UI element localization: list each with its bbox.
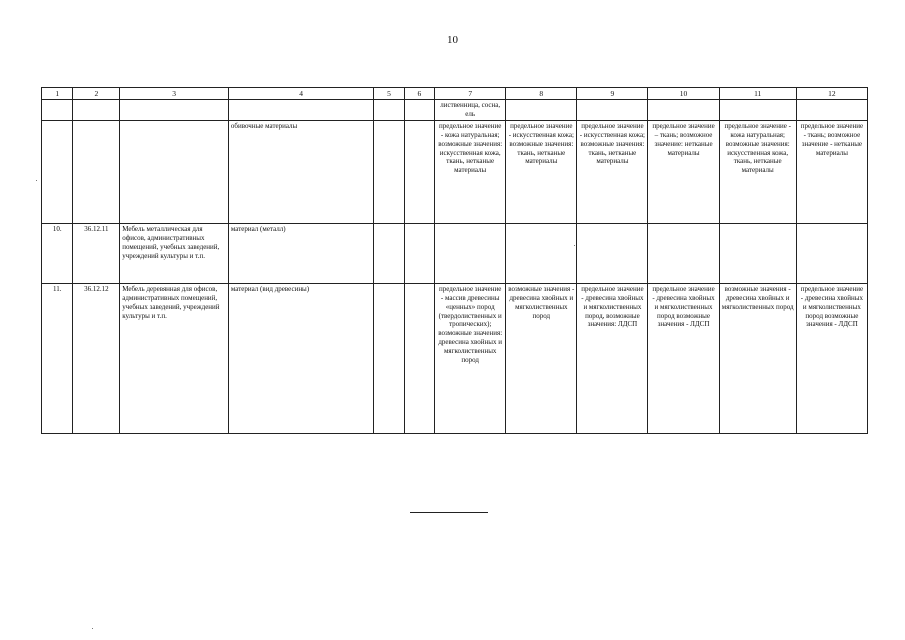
table-row xyxy=(42,223,868,283)
column-number: 7 xyxy=(435,88,506,100)
table-cell xyxy=(374,120,404,223)
table-cell xyxy=(73,100,120,121)
table-cell xyxy=(435,223,506,283)
okpd-code: 36.12.11 xyxy=(73,223,120,283)
scan-speck xyxy=(92,628,93,629)
characteristic: материал (металл) xyxy=(228,223,373,283)
column-number: 6 xyxy=(404,88,434,100)
table-cell xyxy=(120,100,229,121)
column-number: 3 xyxy=(120,88,229,100)
product-name: Мебель деревянная для офисов, административных помещений, учебных заведений, учреждений культуры и т.п. xyxy=(120,283,229,433)
table-cell xyxy=(506,223,577,283)
table-cell: предельное значение - массив древесины «ценных» пород (твердолиственных и тропических); возможные значения: древесина хвойных и мягколиственных пород xyxy=(435,283,506,433)
table-cell xyxy=(648,223,719,283)
table-cell xyxy=(73,120,120,223)
okpd-code: 36.12.12 xyxy=(73,283,120,433)
table-row xyxy=(42,100,868,121)
product-name: Мебель металлическая для офисов, административных помещений, учебных заведений, учреждений культуры и т.п. xyxy=(120,223,229,283)
table-cell: предельное значение – ткань; возможное значение: нетканые материалы xyxy=(648,120,719,223)
table-cell xyxy=(404,223,434,283)
table-cell xyxy=(648,100,719,121)
column-number: 8 xyxy=(506,88,577,100)
table-cell xyxy=(374,283,404,433)
column-number: 9 xyxy=(577,88,648,100)
table-cell: обивочные материалы xyxy=(228,120,373,223)
table-cell xyxy=(42,120,73,223)
table-cell: предельное значение - искусственная кожа; возможные значения: ткань, нетканые материалы xyxy=(506,120,577,223)
table-header-row xyxy=(42,88,868,100)
page-number: 10 xyxy=(447,34,458,46)
column-number: 10 xyxy=(648,88,719,100)
table-cell: предельное значение - кожа натуральная; возможные значения: искусственная кожа, ткань, нетканые материалы xyxy=(435,120,506,223)
table-cell: предельное значение - древесина хвойных и мягколиственных пород возможные значения - ЛДСП xyxy=(796,283,867,433)
column-number: 12 xyxy=(796,88,867,100)
table-cell xyxy=(42,100,73,121)
table-cell xyxy=(404,100,434,121)
table-cell xyxy=(506,100,577,121)
table-cell xyxy=(796,100,867,121)
table-cell xyxy=(577,100,648,121)
scan-speck xyxy=(574,245,575,246)
table-row xyxy=(42,283,868,433)
table-cell: предельное значение - искусственная кожа; возможные значения: ткань, нетканые материалы xyxy=(577,120,648,223)
table-cell: возможные значения - древесина хвойных и мягколиственных пород xyxy=(719,283,796,433)
column-number: 4 xyxy=(228,88,373,100)
column-number: 1 xyxy=(42,88,73,100)
table-cell: возможные значения - древесина хвойных и мягколиственных пород xyxy=(506,283,577,433)
table-cell: предельное значение - древесина хвойных и мягколиственных пород возможные значения - ЛДСП xyxy=(648,283,719,433)
table-cell xyxy=(404,283,434,433)
table-cell: предельное значение - кожа натуральная; возможные значения: искусственная кожа, ткань, нетканые материалы xyxy=(719,120,796,223)
table-cell xyxy=(796,223,867,283)
table-cell xyxy=(719,223,796,283)
row-number: 11. xyxy=(42,283,73,433)
table-cell xyxy=(404,120,434,223)
column-number: 11 xyxy=(719,88,796,100)
table-cell xyxy=(120,120,229,223)
column-number: 2 xyxy=(73,88,120,100)
row-number: 10. xyxy=(42,223,73,283)
table-cell xyxy=(577,223,648,283)
table-cell: лиственница, сосна, ель xyxy=(435,100,506,121)
table-row xyxy=(42,120,868,223)
table-cell xyxy=(228,100,373,121)
characteristic: материал (вид древесины) xyxy=(228,283,373,433)
table-cell xyxy=(719,100,796,121)
specification-table xyxy=(41,87,868,434)
footnote-separator xyxy=(410,512,488,513)
column-number: 5 xyxy=(374,88,404,100)
scan-speck xyxy=(36,180,37,181)
table-cell: предельное значение - древесина хвойных и мягколиственных пород, возможные значения: ЛДСП xyxy=(577,283,648,433)
table-cell: предельное значение - ткань; возможное значение - нетканые материалы xyxy=(796,120,867,223)
table-cell xyxy=(374,100,404,121)
table-cell xyxy=(374,223,404,283)
